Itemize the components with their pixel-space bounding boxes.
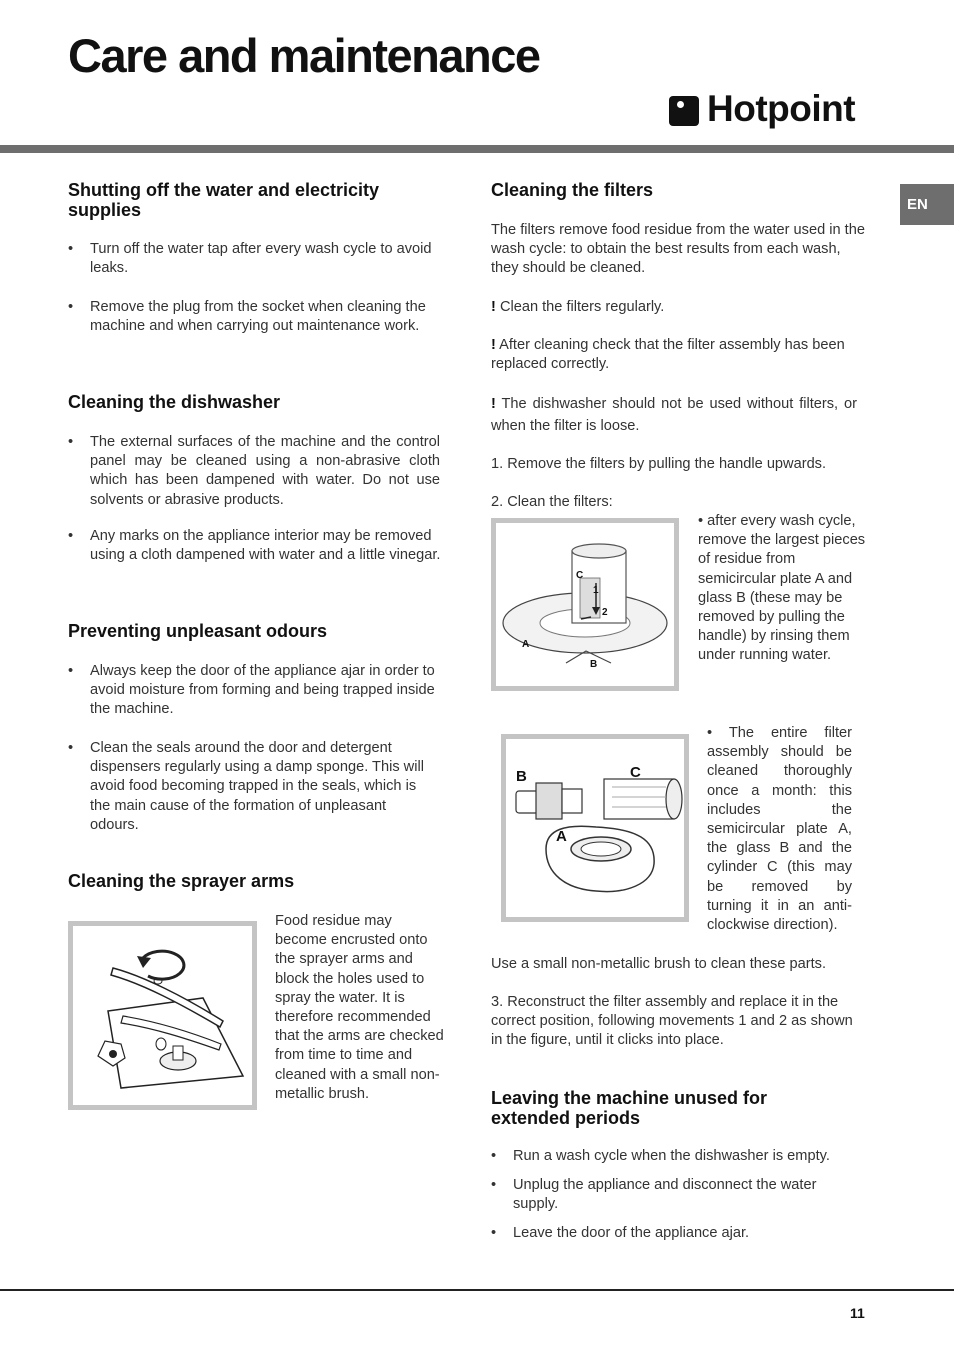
shutoff-heading: Shutting off the water and electricity supplies — [68, 180, 380, 220]
warning-1 — [491, 298, 869, 317]
figure-label-c: C — [630, 764, 641, 781]
warning-2 — [491, 336, 849, 374]
list-item: • Leave the door of the appliance ajar. — [491, 1224, 869, 1243]
page-title: Care and maintenance — [68, 29, 540, 82]
sprayer-arms-illustration — [73, 926, 252, 1105]
warning-text: The dishwasher should not be used without filters, or when the filter is loose. — [491, 396, 857, 434]
warning-text: Clean the filters regularly. — [499, 299, 665, 315]
page-number: 11 — [850, 1305, 865, 1321]
odours-heading: Preventing unpleasant odours — [68, 621, 328, 641]
list-item: • Always keep the door of the appliance ajar in order to avoid moisture from forming and being trapped inside the machine. — [68, 662, 448, 720]
filter-assembly-figure — [501, 734, 689, 922]
brand-name: Hotpoint — [707, 88, 856, 129]
warning-text: After cleaning check that the filter assembly has been replaced correctly. — [491, 337, 845, 373]
warning-mark: ! — [491, 396, 496, 412]
language-tab: EN — [900, 184, 954, 225]
sprayer-heading: Cleaning the sprayer arms — [68, 871, 295, 891]
warning-3 — [491, 393, 857, 437]
figure-label-2: 2 — [602, 607, 608, 618]
filter-assembly-illustration — [506, 739, 684, 917]
figure-label-b: B — [516, 768, 527, 785]
figure-label-a: A — [522, 639, 530, 650]
sprayer-text: Food residue may become encrusted onto the sprayer arms and block the holes used to spray the water. It is therefore recommended that the arms are checked from time to time and cleaned with a small non-metallic brush. — [275, 913, 444, 1102]
hotpoint-logo — [669, 88, 869, 134]
cleaning-heading: Cleaning the dishwasher — [68, 392, 281, 412]
list-item: • Remove the plug from the socket when cleaning the machine and when carrying out maintenance work. — [68, 298, 438, 336]
figure-label-c: C — [576, 570, 584, 581]
filter-removal-figure — [491, 518, 679, 691]
footer-divider — [0, 1289, 954, 1291]
warning-mark: ! — [491, 299, 496, 315]
warning-mark: ! — [491, 337, 496, 353]
filters-step-2: 2. Clean the filters: — [491, 494, 613, 510]
figure-label-a: A — [556, 828, 567, 845]
filter-monthly-text: • The entire filter assembly should be cleaned thoroughly once a month: this includes the semicircular plate A, the glass B and the cylinder C (this may be removed by turning it in an anti-clockwise direction). — [707, 725, 852, 934]
header-divider — [0, 145, 954, 153]
hotpoint-logo-icon — [669, 96, 699, 126]
figure-label-1: 1 — [593, 585, 599, 596]
list-item: • Clean the seals around the door and detergent dispensers regularly using a damp sponge. This will avoid food becoming trapped in the seals, which is the main cause of the formation of unpleasant odours. — [68, 739, 434, 835]
sprayer-arms-figure — [68, 921, 257, 1110]
list-item: • Run a wash cycle when the dishwasher is empty. — [491, 1147, 869, 1166]
filter-daily-text: • after every wash cycle, remove the largest pieces of residue from semicircular plate A and glass B (these may be removed by pulling the handle) by rinsing them under running water. — [698, 513, 866, 664]
filter-removal-illustration — [496, 523, 674, 686]
list-item: • Turn off the water tap after every wash cycle to avoid leaks. — [68, 240, 438, 278]
list-item: • Any marks on the appliance interior may be removed using a cloth dampened with water and a little vinegar. — [68, 527, 446, 565]
list-item: • The external surfaces of the machine and the control panel may be cleaned using a non-abrasive cloth which has been dampened with water. Do not use solvents or abrasive products. — [68, 433, 440, 510]
unused-heading: Leaving the machine unused for extended periods — [491, 1088, 768, 1128]
figure-label-b: B — [590, 659, 598, 670]
list-item: • Unplug the appliance and disconnect the water supply. — [491, 1176, 851, 1214]
filters-step-3: 3. Reconstruct the filter assembly and replace it in the correct position, following movements 1 and 2 as shown in the figure, until it clicks into place. — [491, 994, 853, 1049]
filters-step-1: 1. Remove the filters by pulling the handle upwards. — [491, 456, 827, 472]
brush-text: Use a small non-metallic brush to clean these parts. — [491, 956, 827, 972]
filters-heading: Cleaning the filters — [491, 180, 654, 200]
filters-intro: The filters remove food residue from the water used in the wash cycle: to obtain the best results from each wash, they should be cleaned. — [491, 222, 865, 277]
